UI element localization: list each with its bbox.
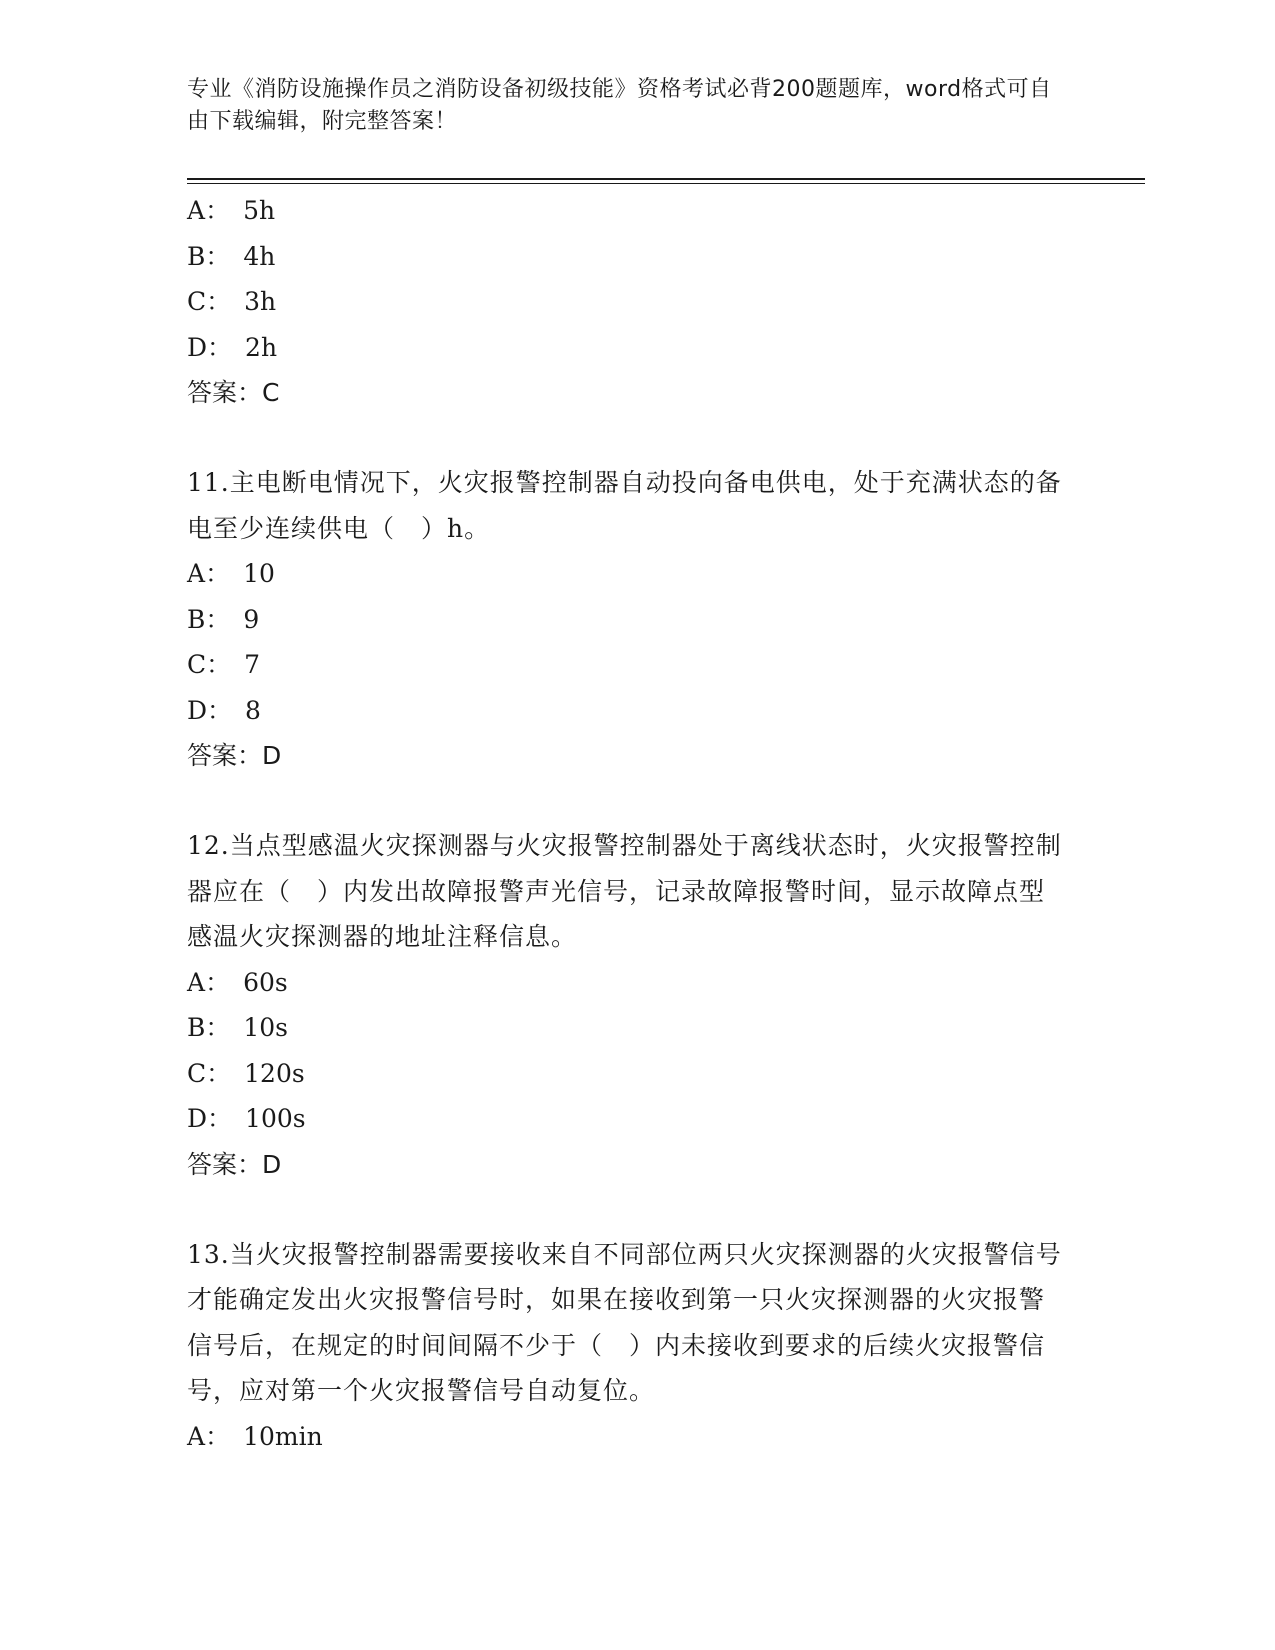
- question-block-13: [187, 1232, 1087, 1460]
- question-text: 11.主电断电情况下，火灾报警控制器自动投向备电供电，处于充满状态的备电至少连续供电（ ）h。: [187, 468, 1062, 543]
- answer-line: 答案：D: [187, 1149, 282, 1179]
- option-a: A： 60s: [187, 967, 288, 997]
- question-list: [187, 188, 1087, 1459]
- answer-line: 答案：D: [187, 741, 282, 770]
- answer-line: 答案：C: [187, 378, 280, 407]
- option-c: C： 3h: [187, 287, 277, 316]
- option-b: B： 9: [187, 604, 260, 634]
- option-d: D： 8: [187, 695, 261, 725]
- question-block-10: [187, 188, 1087, 415]
- header-divider: [187, 178, 1145, 184]
- option-d: D： 100s: [187, 1104, 306, 1133]
- question-block-11: [187, 460, 1087, 778]
- page-header: 专业《消防设施操作员之消防设备初级技能》资格考试必背200题题库，word格式可自由下载编辑，附完整答案！: [187, 77, 1052, 134]
- option-b: B： 10s: [187, 1013, 289, 1042]
- option-b: B： 4h: [187, 241, 276, 271]
- question-text: 13.当火灾报警控制器需要接收来自不同部位两只火灾探测器的火灾报警信号才能确定发出火灾报警信号时，如果在接收到第一只火灾探测器的火灾报警信号后，在规定的时间间隔不少于（ ）内未接收到要求的后续火灾报警信号，应对第一个火灾报警信号自动复位。: [187, 1239, 1062, 1405]
- option-a: A： 10min: [187, 1421, 323, 1451]
- option-d: D： 2h: [187, 332, 278, 362]
- option-a: A： 10: [187, 559, 275, 588]
- question-text: 12.当点型感温火灾探测器与火灾报警控制器处于离线状态时，火灾报警控制器应在（ ）内发出故障报警声光信号，记录故障报警时间，显示故障点型感温火灾探测器的地址注释信息。: [187, 831, 1062, 951]
- option-c: C： 7: [187, 650, 261, 679]
- option-c: C： 120s: [187, 1058, 305, 1088]
- option-a: A： 5h: [187, 196, 276, 225]
- question-block-12: [187, 823, 1087, 1187]
